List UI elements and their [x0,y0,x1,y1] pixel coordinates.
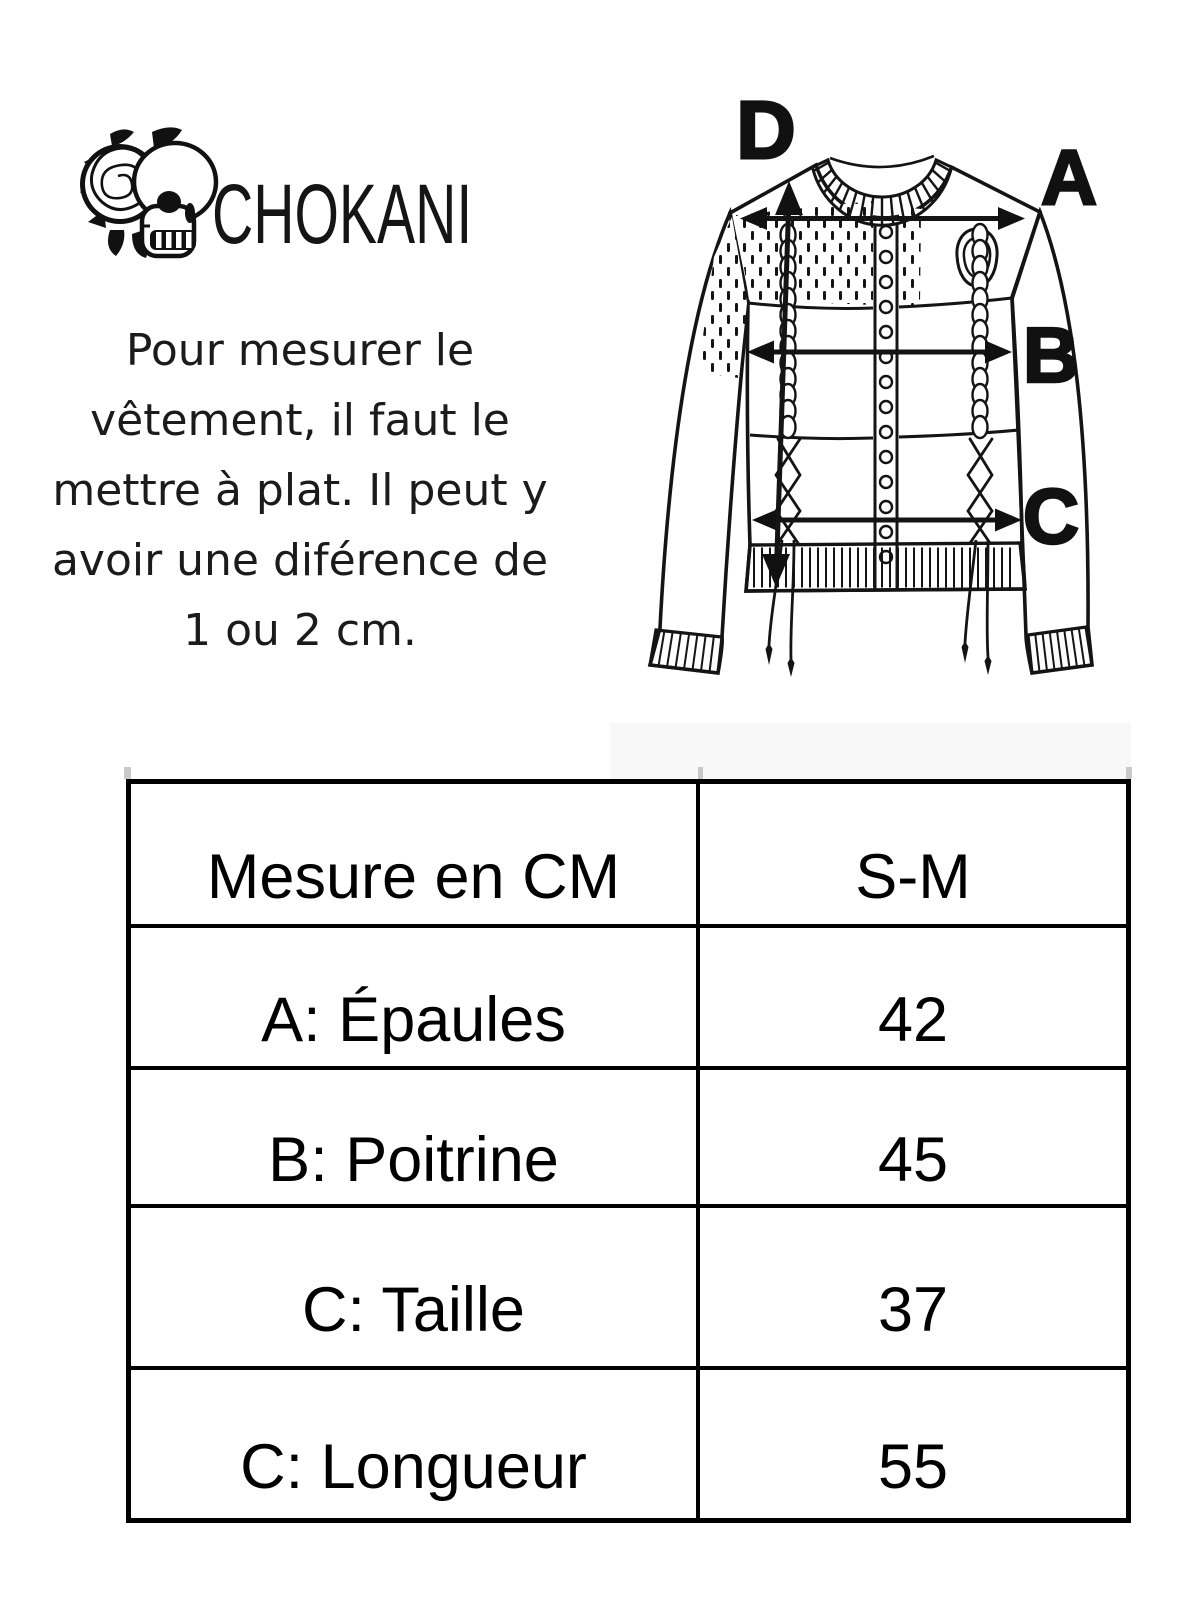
image-artifact-tick [1126,767,1132,779]
note-line: mettre à plat. Il peut y [52,465,548,516]
row-value: 45 [700,1066,1126,1204]
buttons [880,226,892,563]
cuff-left [650,630,722,673]
label-chest: B [1022,311,1080,399]
note-line: Pour mesurer le [125,325,475,376]
note-line: avoir une diférence de [51,535,549,586]
image-artifact-tick [124,767,131,779]
image-artifact-tick [698,767,703,779]
lace-right [968,439,992,543]
garment-diagram [620,85,1140,735]
row-value: 37 [700,1204,1126,1366]
cuff-right [1028,627,1092,673]
row-label: C: Taille [131,1204,700,1366]
row-label: A: Épaules [131,924,700,1066]
label-shoulders: A [1040,133,1098,221]
sleeve-right [1012,212,1092,673]
row-label: C: Longueur [131,1366,700,1518]
size-table [126,779,1131,1523]
label-length: D [736,85,796,176]
skull-rose-icon [80,122,220,270]
knit-texture [698,217,747,378]
note-line: vêtement, il faut le [90,395,510,446]
row-value: 55 [700,1366,1126,1518]
label-waist: C [1022,472,1080,560]
row-value: 42 [700,924,1126,1066]
measure-note [0,316,600,666]
row-label: B: Poitrine [131,1066,700,1204]
header-cell-size: S-M [855,842,971,912]
drawstrings [766,540,992,677]
cable-braid-right [973,224,988,438]
header-cell-measure: Mesure en CM [131,784,700,924]
image-artifact-band [610,723,1131,779]
brand-name: CHOKANI [212,167,473,261]
note-line: 1 ou 2 cm. [183,605,417,656]
